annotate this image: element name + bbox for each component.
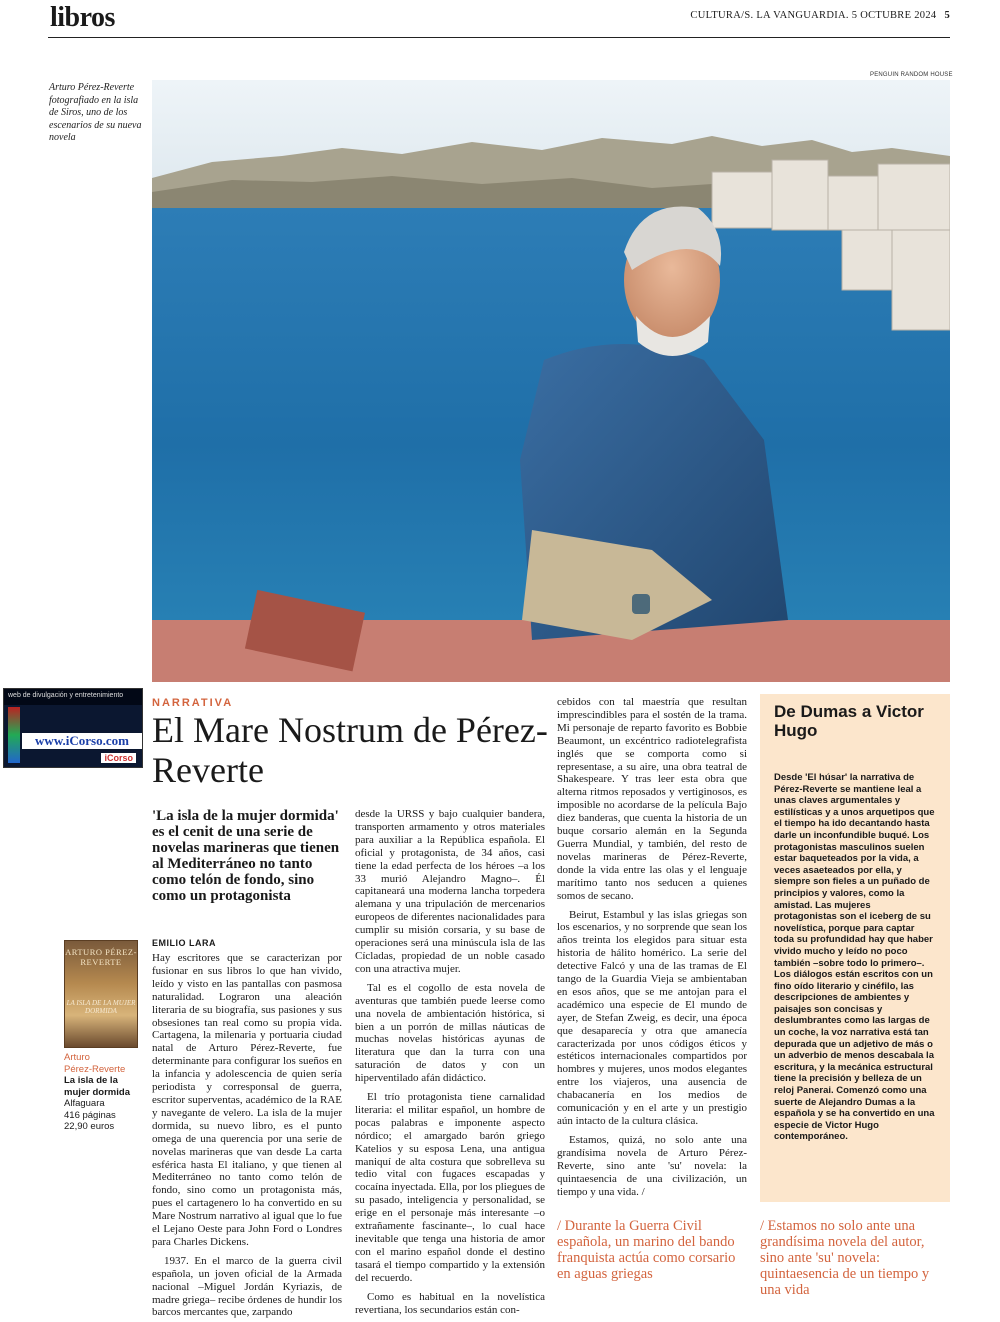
- article-subhead: 'La isla de la mujer dormida' es el cenit de una serie de novelas marineras que tienen al Mediterráneo no tanto como telón de fondo, sino como un protagonista: [152, 808, 340, 904]
- article-column-2: [355, 808, 545, 1322]
- book-cover-title: LA ISLA DE LA MUJER DORMIDA: [66, 999, 136, 1015]
- book-cover: [64, 940, 138, 1048]
- header-meta: [690, 10, 950, 21]
- article-column-1: [152, 952, 342, 1322]
- book-info: [64, 1052, 144, 1133]
- ad-decoration: [8, 707, 20, 763]
- book-author-line-2: Pérez-Reverte: [64, 1063, 126, 1075]
- ad-tagline: web de divulgación y entretenimiento: [4, 689, 142, 705]
- ad-url-link[interactable]: www.iCorso.com: [22, 733, 142, 749]
- book-price: 22,90 euros: [64, 1121, 115, 1132]
- sidebar-body: Desde 'El húsar' la narrativa de Pérez-Reverte se mantiene leal a unas claves argumentales y estilísticas y a unos arquetipos que el tiempo ha ido decantando hasta darle un inconfundible buqué. Los protagonistas masculinos suelen estar baqueteados por la vida, a veces asaeteados por ella, y siempre son fieles a un puñado de principios y valores, como la amistad. Las mujeres protagonistas son el iceberg de su novelística, porque para captar toda su profundidad hay que haber vivido mucho y leído no poco también –sobre todo lo primero–. Los diálogos están escritos con un fino oído literario y cinéfilo, las descripciones de ambientes y paisajes son concisas y deslumbrantes como las largas de un coche, la voz narrativa está tan depurada que un adjetivo de más o un adverbio de menos descabala la escritura, y la mecánica estructural tiene la precisión y belleza de un reloj Panerai. Comenzó como una suerte de Alejandro Dumas a la española y se ha convertido en una especie de Victor Hugo contemporáneo.: [774, 772, 935, 1143]
- book-title: La isla de la mujer dormida: [64, 1075, 130, 1098]
- paragraph: 1937. En el marco de la guerra civil española, un joven oficial de la Armada nacional –Miguel Jordán Kyriazis, de madre griega– recibe órdenes de hundir los barcos mercantes que, zarpando: [152, 1254, 342, 1319]
- book-author-line-1: Arturo: [64, 1052, 90, 1063]
- photo-credit: PENGUIN RANDOM HOUSE: [870, 72, 953, 78]
- pull-quote-left: / Durante la Guerra Civil española, un marino del bando franquista actúa como corsario en aguas griegas: [557, 1218, 736, 1282]
- author-photo: [152, 80, 950, 682]
- publication-date-line: CULTURA/S. LA VANGUARDIA. 5 OCTUBRE 2024: [690, 10, 937, 21]
- article-headline: El Mare Nostrum de Pérez-Reverte: [152, 710, 548, 790]
- section-title: libros: [50, 2, 115, 33]
- paragraph: El trío protagonista tiene carnalidad literaria: el militar español, un hombre de pocas palabras e imponente aspecto nórdico; el amargado barón griego Katelios y su esposa Lena, una antigua maniquí de alta costura que sobrelleva su tedio vital con fugaces escapadas y cocaína inyectada. Ella, por los pliegues de su pasado, inteligencia y personalidad, se erige en el personaje más interesante –o extrañamente fascinante–, lo cual hace inevitable que tenga una historia de amor con el marino español donde el destino tasará el tiempo compartido y la extensión del recuerdo.: [355, 1091, 545, 1284]
- photo-caption: Arturo Pérez-Reverte fotografiado en la isla de Siros, uno de los escenarios de su nueva novela: [49, 82, 142, 143]
- article-kicker: NARRATIVA: [152, 697, 234, 709]
- article-column-3: [557, 696, 747, 1211]
- paragraph: desde la URSS y bajo cualquier bandera, transporten armamento y otros materiales para auxiliar a la República española. El oficial y protagonista, de 34 años, casi tiene la edad perfecta de los héroes –a los 33 murió Alejandro Magno–. Él capitaneará una moderna lancha torpedera alemana y una tripulación de mercenarios europeos de diferentes nacionalidades para cumplir su misión corsaria, y su base de operaciones será una minúscula isla de las Cícladas, propiedad de un noble casado con una atractiva mujer.: [355, 808, 545, 975]
- paragraph: Estamos, quizá, no solo ante una grandísima novela de Arturo Pérez-Reverte, sino ante 'su' novela: la quintaesencia de una civilización, un tiempo y una vida. /: [557, 1133, 747, 1198]
- photo-illustration: [152, 80, 950, 682]
- book-pages: 416 páginas: [64, 1109, 116, 1121]
- sidebar-title: De Dumas a Victor Hugo: [774, 702, 924, 740]
- icorso-ad-banner[interactable]: [3, 688, 143, 768]
- sidebar-box: [760, 694, 950, 1202]
- paragraph: Hay escritores que se caracterizan por fusionar en sus libros lo que han vivido, leído y visto en las pantallas con pasmosa naturalidad. Lograron una aleación literaria de su biografía, sus pasiones y sus obsesiones tan real como su propia vida. Cartagena, la milenaria y portuaria ciudad natal de Arturo Pérez-Reverte, fue determinante para configurar los sueños en la infancia y adolescencia de quien sería periodista y corresponsal de guerra, escritor superventas, académico de la RAE y navegante de velero. La isla de la mujer dormida, su nuevo libro, es el punto omega de una querencia por una serie de novelas marineras que van desde La carta esférica hasta El italiano, y que tienen al Mediterráneo no tanto como telón de fondo, sino como un protagonista más, pues el cartagenero lo ha convertido en su Mare Nostrum narrativo al igual que lo fue el Lejano Oeste para John Ford o Londres para Charles Dickens.: [152, 952, 342, 1248]
- paragraph: Beirut, Estambul y las islas griegas son los escenarios, y no sorprende que sean los años treinta los elegidos para situar esta historia de hálito homérico. La serie del detective Falcó y una de las tramas de El tango de la Guardia Vieja se ambientaban en esos años, que se me antojan para el académico una especie de El mundo de ayer, de Stefan Zweig, es decir, una época que desaparecía y otra que amanecía caracterizada por unos códigos éticos y estéticos internacionales compartidos por hombres y mujeres, unos modos elegantes entre los viajeros, una ausencia de chabacanería en los medios de comunicación y en el arte y un prestigio aún intacto de la cultura clásica.: [557, 908, 747, 1127]
- paragraph: Como es habitual en la novelística revertiana, los secundarios están con-: [355, 1290, 545, 1316]
- page-number: 5: [944, 10, 950, 21]
- paragraph: cebidos con tal maestría que resultan imprescindibles para el sostén de la trama. Mi personaje de reparto favorito es Bobbie Beaumont, un excéntrico radiotelegrafista inglés que se comporta como si representase, a su aire, una obra teatral de Shakespeare. Y tras leer esta obra que alterna ritmos reposados y vertiginosos, es imposible no acordarse de la película Bajo diez banderas, que cuenta la historia de un buque corsario alemán en la Segunda Guerra Mundial, y también, del resto de novelas marineras de Pérez-Reverte, donde la vida entre las olas y el lenguaje marítimo tanto nos seducen a quienes somos de secano.: [557, 696, 747, 902]
- ad-logo: iCorso: [101, 753, 136, 763]
- book-cover-author: ARTURO PÉREZ-REVERTE: [65, 947, 137, 967]
- article-byline: EMILIO LARA: [152, 938, 216, 948]
- paragraph: Tal es el cogollo de esta novela de aventuras que también puede leerse como una novela de ambientación histórica, si bien a un porrón de millas náuticas de muchas novelas históricas ayunas de literatura que dan la turra con una saturación de datos y con un hiperventilado afán didáctico.: [355, 981, 545, 1085]
- pull-quote-right: / Estamos no solo ante una grandísima novela del autor, sino ante 'su' novela: quintaesencia de un tiempo y una vida: [760, 1218, 930, 1298]
- book-publisher: Alfaguara: [64, 1098, 105, 1109]
- page-header: [48, 4, 950, 38]
